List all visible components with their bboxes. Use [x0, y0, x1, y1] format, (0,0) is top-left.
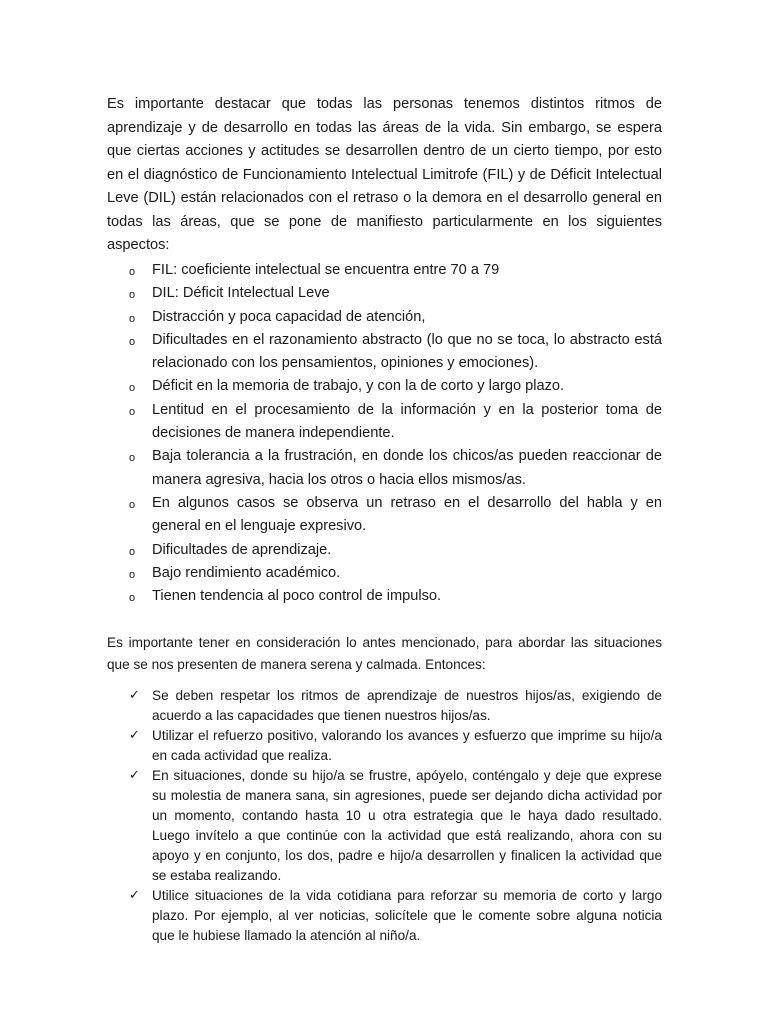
list-item-text: Dificultades de aprendizaje. — [152, 541, 332, 558]
checkmark-icon: ✓ — [129, 887, 140, 902]
circle-bullet-icon: o — [129, 289, 136, 302]
list-item-text: Utilizar el refuerzo positivo, valorando los avances y esfuerzo que imprime su hijo/a en cada actividad que realiza. — [152, 728, 662, 763]
circle-bullet-icon: o — [129, 592, 136, 605]
list-item — [107, 492, 662, 539]
list-item-text: En algunos casos se observa un retraso en el desarrollo del habla y en general en el lenguaje expresivo. — [152, 494, 662, 535]
list-item — [107, 375, 662, 398]
circle-bullet-icon: o — [129, 568, 136, 581]
circle-bullet-icon: o — [129, 335, 136, 348]
list-item-text: En situaciones, donde su hijo/a se frustre, apóyelo, conténgalo y deje que exprese su molestia de manera sana, sin agresiones, puede ser dejando dicha actividad por un momento, contando hasta 10 u otra estrategia que le haya dado resultado. Luego invítelo a que continúe con la actividad que está realizando, ahora con su apoyo y en conjunto, los dos, padre e hijo/a desarrollen y finalicen la actividad que se estaba realizando. — [152, 768, 662, 883]
list-item — [107, 766, 662, 886]
list-item — [107, 259, 662, 282]
list-item-text: Dificultades en el razonamiento abstracto (lo que no se toca, lo abstracto está relacionado con los pensamientos, opiniones y emociones). — [152, 331, 662, 372]
list-item — [107, 539, 662, 562]
circle-bullet-icon: o — [129, 545, 136, 558]
checkmark-icon: ✓ — [129, 727, 140, 742]
aspects-list — [107, 259, 662, 608]
list-item — [107, 445, 662, 492]
intro-paragraph: Es importante destacar que todas las personas tenemos distintos ritmos de aprendizaje y de desarrollo en todas las áreas de la vida. Sin embargo, se espera que ciertas acciones y actitudes se desarrollen dentro de un cierto tiempo, por esto en el diagnóstico de Funcionamiento Intelectual Limitrofe (FIL) y de Déficit Intelectual Leve (DIL) están relacionados con el retraso o la demora en el desarrollo general en todas las áreas, que se pone de manifiesto particularmente en los siguientes aspectos: — [107, 96, 662, 253]
circle-bullet-icon: o — [129, 405, 136, 418]
list-item — [107, 329, 662, 376]
list-item — [107, 399, 662, 446]
list-item-text: Bajo rendimiento académico. — [152, 564, 341, 581]
list-item-text: FIL: coeficiente intelectual se encuentra entre 70 a 79 — [152, 262, 500, 278]
list-item — [107, 886, 662, 946]
list-item-text: Se deben respetar los ritmos de aprendizaje de nuestros hijos/as, exigiendo de acuerdo a las capacidades que tienen nuestros hijos/as. — [152, 688, 662, 723]
list-item-text: Distracción y poca capacidad de atención, — [152, 308, 426, 325]
second-paragraph: Es importante tener en consideración lo antes mencionado, para abordar las situaciones que se nos presenten de manera serena y calmada. Entonces: — [107, 635, 662, 672]
list-item — [107, 726, 662, 766]
list-item — [107, 562, 662, 585]
checkmark-icon: ✓ — [129, 767, 140, 782]
list-item-text: Baja tolerancia a la frustración, en donde los chicos/as pueden reaccionar de manera agresiva, hacia los otros o hacia ellos mismos/as. — [152, 448, 662, 488]
list-item-text: Déficit en la memoria de trabajo, y con la de corto y largo plazo. — [152, 378, 565, 395]
list-item-text: DIL: Déficit Intelectual Leve — [152, 285, 330, 302]
circle-bullet-icon: o — [129, 312, 136, 325]
circle-bullet-icon: o — [129, 452, 136, 465]
circle-bullet-icon: o — [129, 382, 136, 395]
list-item — [107, 686, 662, 726]
recommendations-list — [107, 686, 662, 946]
checkmark-icon: ✓ — [129, 687, 140, 702]
list-item-text: Tienen tendencia al poco control de impulso. — [152, 588, 442, 605]
list-item-text: Lentitud en el procesamiento de la información y en la posterior toma de decisiones de manera independiente. — [152, 401, 662, 442]
list-item — [107, 282, 662, 305]
list-item — [107, 306, 662, 329]
circle-bullet-icon: o — [129, 498, 136, 511]
list-item-text: Utilice situaciones de la vida cotidiana para reforzar su memoria de corto y largo plazo. Por ejemplo, al ver noticias, solicítele que le comente sobre alguna noticia que le hubiese llamado la atención al niño/a. — [152, 888, 662, 943]
list-item — [107, 585, 662, 608]
circle-bullet-icon: o — [129, 266, 136, 278]
